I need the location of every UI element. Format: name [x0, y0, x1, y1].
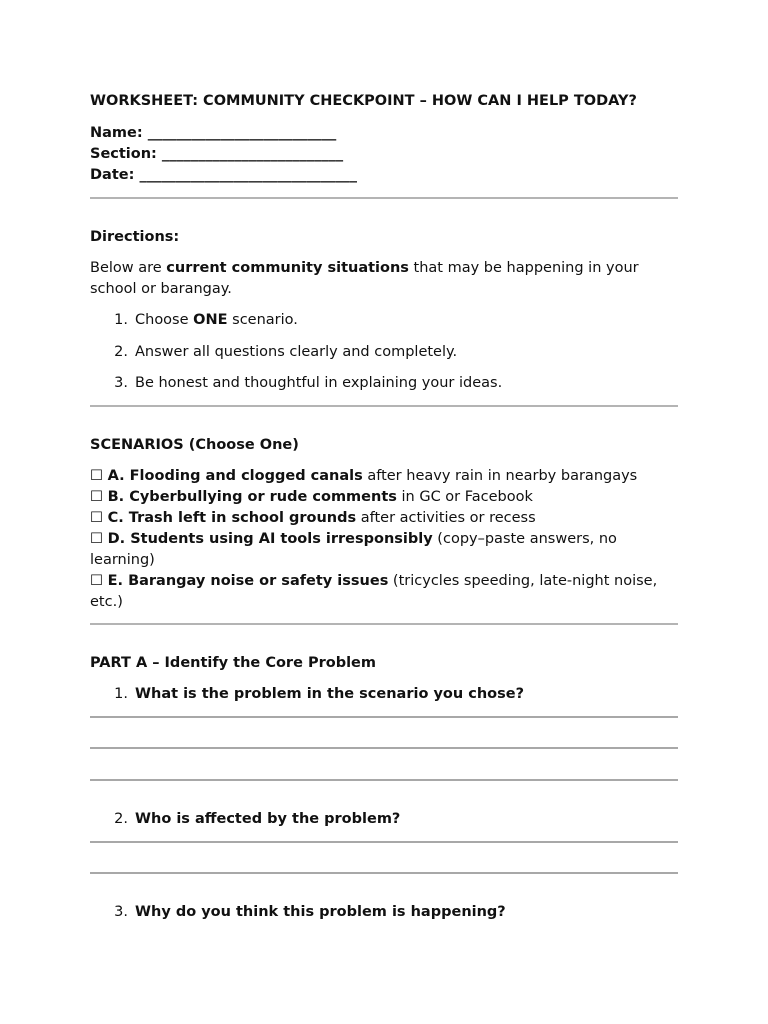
scenario-title: E. Barangay noise or safety issues	[107, 573, 389, 589]
item-number: 3.	[114, 375, 128, 391]
answer-line[interactable]	[90, 747, 678, 749]
scenario-option-c[interactable]	[90, 508, 536, 529]
worksheet-title: WORKSHEET: COMMUNITY CHECKPOINT – HOW CAN I HELP TODAY?	[90, 93, 637, 109]
intro-text: Below are	[90, 260, 167, 276]
divider	[90, 197, 678, 199]
item-text: Choose	[135, 312, 194, 328]
name-blank: __________________________	[147, 125, 337, 141]
scenario-detail: (copy–paste answers, no learning)	[90, 531, 617, 568]
scenario-detail: in GC or Facebook	[396, 489, 533, 505]
checkbox-icon[interactable]: ☐	[90, 468, 103, 484]
checkbox-icon[interactable]: ☐	[90, 531, 103, 547]
scenario-option-e[interactable]	[90, 571, 678, 613]
checkbox-icon[interactable]: ☐	[90, 573, 103, 589]
item-text: Be honest and thoughtful in explaining your ideas.	[135, 375, 503, 391]
date-blank: ______________________________	[139, 167, 357, 183]
question-text: Why do you think this problem is happening?	[135, 904, 506, 920]
question-text: What is the problem in the scenario you chose?	[135, 686, 525, 702]
answer-line[interactable]	[90, 779, 678, 781]
question-number: 2.	[114, 811, 128, 827]
scenario-option-a[interactable]	[90, 466, 637, 487]
directions-intro	[90, 258, 678, 300]
name-field	[90, 123, 336, 144]
scenario-title: D. Students using AI tools irresponsibly	[107, 531, 433, 547]
scenario-detail: after activities or recess	[356, 510, 536, 526]
item-bold-text: ONE	[193, 312, 228, 328]
intro-text-end: that may be happening in your school or barangay.	[90, 260, 639, 297]
scenario-option-d[interactable]	[90, 529, 678, 571]
intro-bold-text: current community situations	[166, 260, 409, 276]
date-label: Date:	[90, 167, 135, 183]
question-number: 3.	[114, 904, 128, 920]
scenario-detail: (tricycles speeding, late-night noise, etc.)	[90, 573, 658, 610]
scenario-title: C. Trash left in school grounds	[107, 510, 357, 526]
item-number: 2.	[114, 344, 128, 360]
answer-line[interactable]	[90, 841, 678, 843]
scenario-option-b[interactable]	[90, 487, 533, 508]
checkbox-icon[interactable]: ☐	[90, 510, 103, 526]
divider	[90, 623, 678, 625]
name-label: Name:	[90, 125, 143, 141]
checkbox-icon[interactable]: ☐	[90, 489, 103, 505]
section-label: Section:	[90, 146, 157, 162]
answer-line[interactable]	[90, 872, 678, 874]
scenarios-heading: SCENARIOS (Choose One)	[90, 437, 299, 453]
scenario-title: A. Flooding and clogged canals	[107, 468, 363, 484]
section-blank: _________________________	[161, 146, 344, 162]
section-field	[90, 144, 343, 165]
part-a-heading: PART A – Identify the Core Problem	[90, 655, 376, 671]
directions-heading: Directions:	[90, 229, 180, 245]
scenario-title: B. Cyberbullying or rude comments	[107, 489, 397, 505]
divider	[90, 405, 678, 407]
question-text: Who is affected by the problem?	[135, 811, 401, 827]
item-text: Answer all questions clearly and completely.	[135, 344, 458, 360]
item-number: 1.	[114, 312, 128, 328]
item-text-end: scenario.	[227, 312, 298, 328]
question-number: 1.	[114, 686, 128, 702]
scenario-detail: after heavy rain in nearby barangays	[362, 468, 638, 484]
answer-line[interactable]	[90, 716, 678, 718]
date-field	[90, 165, 357, 186]
